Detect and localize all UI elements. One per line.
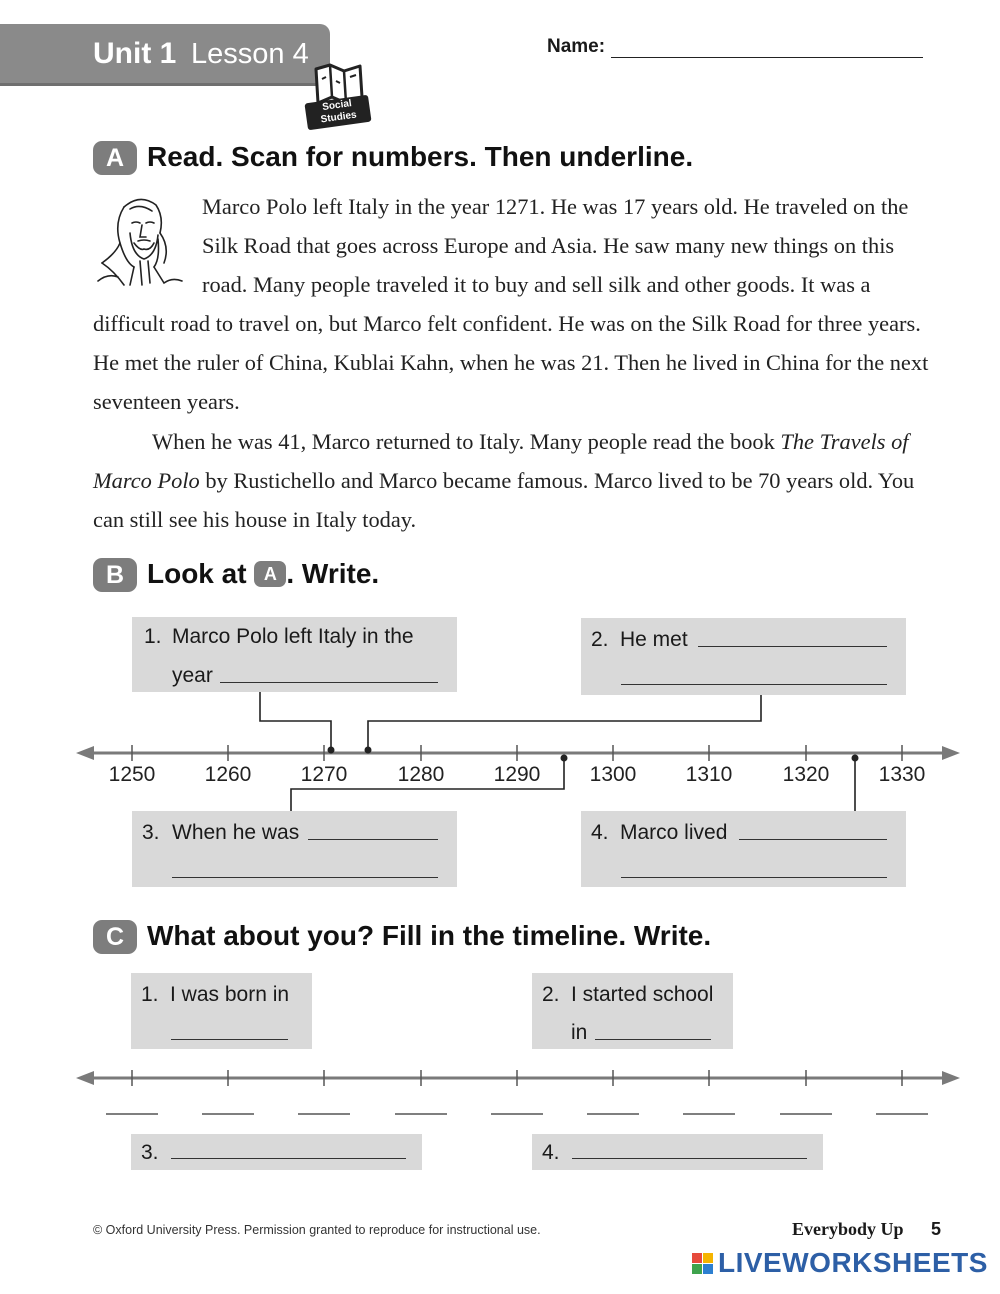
question-text: Marco lived bbox=[620, 821, 728, 844]
question-text: year bbox=[172, 664, 213, 687]
liveworksheets-wordmark: LIVEWORKSHEETS bbox=[718, 1247, 988, 1278]
reading-paragraph-2: When he was 41, Marco returned to Italy. Many people read the book The Travels of Marco Polo by Rustichello and Marco became famous. Marco lived to be 70 years old. You can still see his house in Italy today. bbox=[93, 429, 915, 532]
question-number: 4. bbox=[591, 821, 609, 844]
answer-line[interactable] bbox=[621, 859, 887, 878]
year-label: 1310 bbox=[685, 763, 733, 786]
event-dot bbox=[852, 755, 859, 762]
personal-box-1 bbox=[131, 973, 312, 1049]
section-c-badge: C bbox=[93, 920, 137, 954]
question-text: When he was bbox=[172, 821, 300, 844]
book-title-footer: Everybody Up bbox=[792, 1219, 904, 1239]
question-number: 4. bbox=[542, 1141, 560, 1164]
question-text: I started school bbox=[571, 983, 714, 1006]
timeline-left-arrow bbox=[76, 746, 94, 760]
timeline-right-arrow bbox=[942, 1071, 960, 1085]
name-input-line[interactable] bbox=[611, 57, 923, 58]
question-number: 1. bbox=[141, 983, 159, 1006]
connector-box-1 bbox=[260, 692, 331, 750]
section-b-badge: B bbox=[93, 558, 137, 592]
question-number: 3. bbox=[142, 821, 160, 844]
social-studies-badge bbox=[306, 63, 376, 129]
year-label: 1250 bbox=[108, 763, 156, 786]
section-a-title: Read. Scan for numbers. Then underline. bbox=[147, 141, 694, 172]
answer-line[interactable] bbox=[572, 1140, 807, 1159]
question-text: in bbox=[571, 1021, 588, 1044]
section-b-title: Look at A . Write. bbox=[147, 558, 380, 589]
book-title: The Travels of Marco Polo bbox=[93, 429, 909, 493]
answer-line[interactable] bbox=[172, 859, 438, 878]
timeline-left-arrow bbox=[76, 1071, 94, 1085]
year-label: 1290 bbox=[493, 763, 541, 786]
social-studies-label: Social Studies bbox=[304, 95, 371, 131]
year-label: 1280 bbox=[397, 763, 445, 786]
year-label: 1330 bbox=[878, 763, 926, 786]
section-a-badge: A bbox=[93, 141, 137, 175]
personal-box-2 bbox=[532, 973, 733, 1049]
question-text: Marco Polo left Italy in the bbox=[172, 625, 414, 648]
year-label: 1320 bbox=[782, 763, 830, 786]
question-box-2 bbox=[581, 618, 906, 695]
connector-box-2 bbox=[368, 695, 761, 750]
answer-line[interactable] bbox=[621, 666, 887, 685]
unit-label: Unit 1 bbox=[93, 37, 177, 70]
question-number: 2. bbox=[542, 983, 560, 1006]
personal-box-4 bbox=[532, 1134, 823, 1170]
question-number: 1. bbox=[144, 625, 162, 648]
answer-line[interactable] bbox=[220, 664, 438, 683]
year-label: 1270 bbox=[300, 763, 348, 786]
question-text: I was born in bbox=[170, 983, 290, 1006]
personal-timeline bbox=[0, 1060, 1000, 1120]
section-a-reference-badge: A bbox=[254, 561, 286, 587]
copyright-notice: © Oxford University Press. Permission granted to reproduce for instructional use. bbox=[93, 1223, 541, 1237]
marco-polo-timeline bbox=[0, 690, 1000, 815]
answer-line[interactable] bbox=[698, 628, 887, 647]
event-dot bbox=[328, 747, 335, 754]
question-box-4 bbox=[581, 811, 906, 887]
answer-line[interactable] bbox=[171, 1021, 288, 1040]
lesson-label: Lesson 4 bbox=[191, 38, 309, 70]
event-dot bbox=[365, 747, 372, 754]
name-label: Name: bbox=[547, 36, 606, 57]
personal-box-3 bbox=[131, 1134, 422, 1170]
timeline-right-arrow bbox=[942, 746, 960, 760]
page-number: 5 bbox=[931, 1219, 942, 1239]
year-label: 1260 bbox=[204, 763, 252, 786]
liveworksheets-logo bbox=[692, 1247, 988, 1280]
answer-line[interactable] bbox=[595, 1021, 711, 1040]
question-number: 3. bbox=[141, 1141, 159, 1164]
question-text: He met bbox=[620, 628, 688, 651]
reading-paragraph-1: Marco Polo left Italy in the year 1271. He was 17 years old. He traveled on the Silk Road that goes across Europe and Asia. He saw many new things on this road. Many people traveled it to buy and sell silk and other goods. It was a difficult road to travel on, but Marco felt confident. He was on the Silk Road for three years. He met the ruler of China, Kublai Kahn, when he was 21. Then he lived in China for the next seventeen years. bbox=[93, 194, 929, 414]
question-box-1 bbox=[132, 617, 457, 692]
question-number: 2. bbox=[591, 628, 609, 651]
unit-lesson-tab bbox=[0, 24, 330, 86]
event-dot bbox=[561, 755, 568, 762]
question-box-3 bbox=[132, 811, 457, 887]
year-label: 1300 bbox=[589, 763, 637, 786]
answer-line[interactable] bbox=[171, 1140, 406, 1159]
section-c-title: What about you? Fill in the timeline. Write. bbox=[147, 920, 712, 951]
liveworksheets-grid-icon bbox=[692, 1253, 714, 1275]
answer-line[interactable] bbox=[739, 821, 887, 840]
answer-line[interactable] bbox=[308, 821, 438, 840]
